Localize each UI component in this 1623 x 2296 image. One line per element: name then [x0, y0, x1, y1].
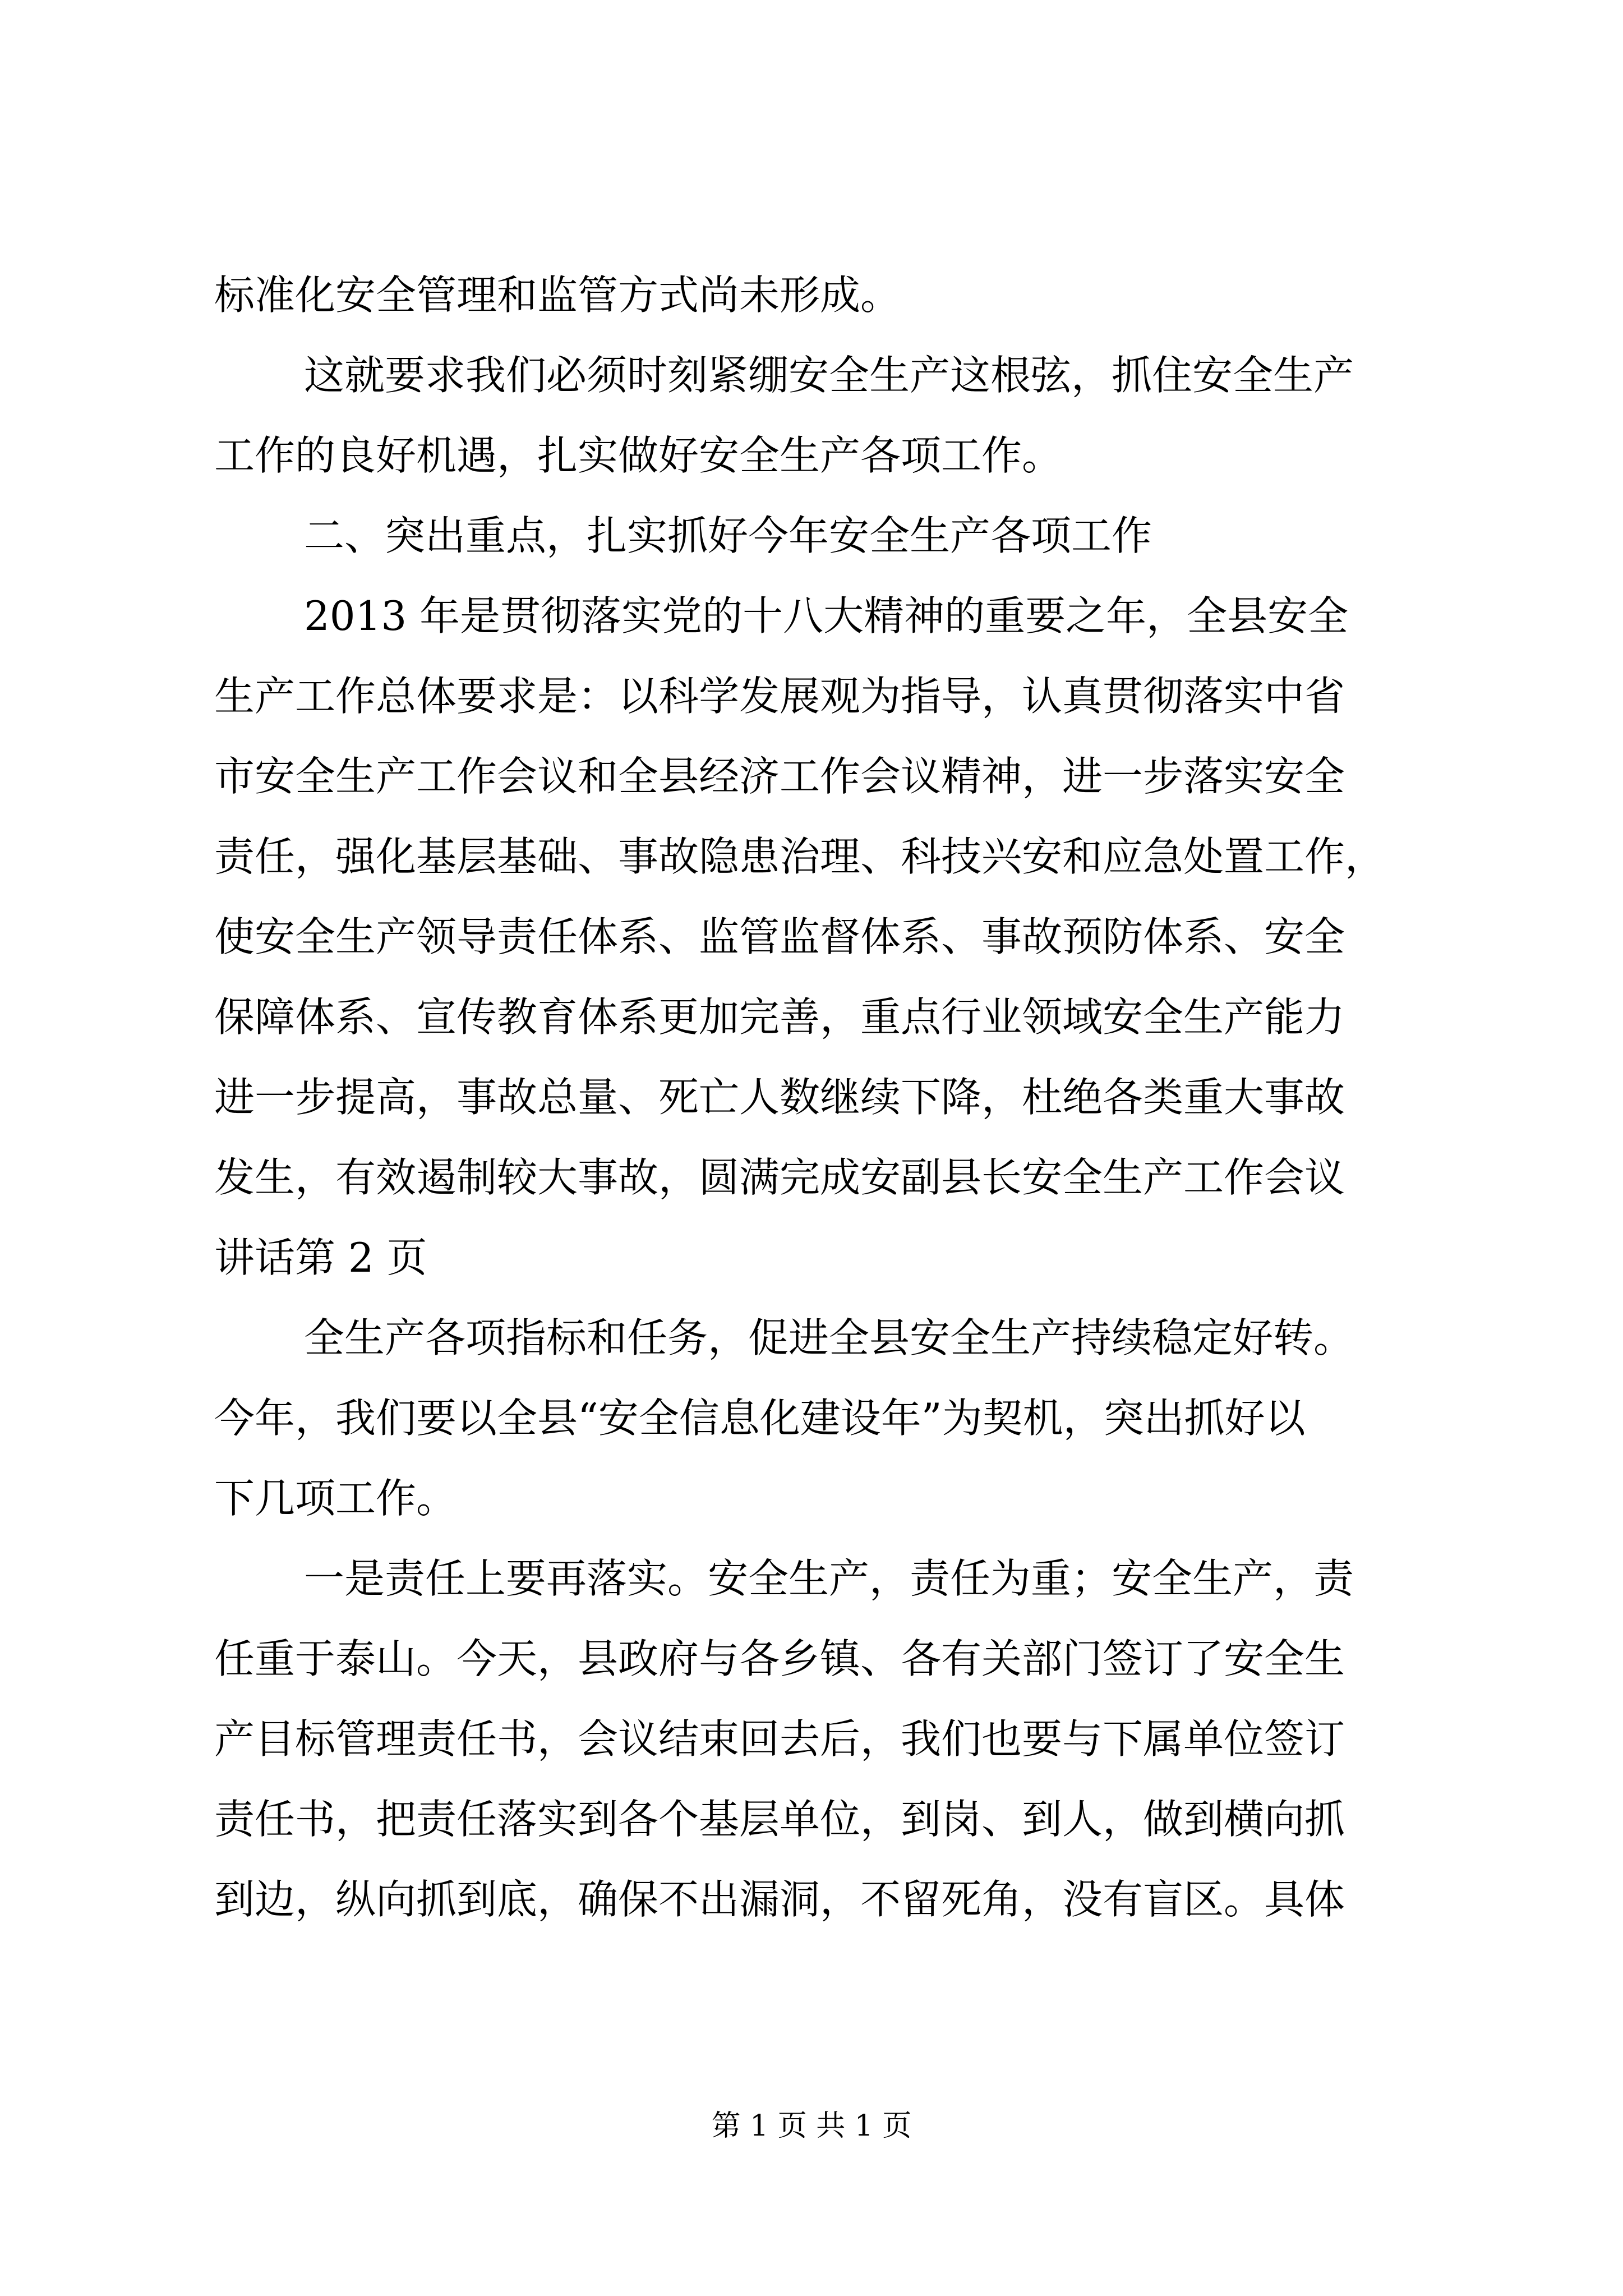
document-body [214, 255, 1420, 1940]
text-line: 任重于泰山。今天，县政府与各乡镇、各有关部门签订了安全生 [214, 1635, 1345, 1682]
text-line: 今年，我们要以全县“安全信息化建设年”为契机，突出抓好以 [214, 1395, 1306, 1442]
text-line: 发生，有效遏制较大事故，圆满完成安副县长安全生产工作会议 [214, 1154, 1345, 1201]
text-line: 2013 年是贯彻落实党的十八大精神的重要之年，全县安全 [304, 592, 1349, 639]
text-line: 讲话第 2 页 [214, 1234, 427, 1281]
text-line: 二、突出重点，扎实抓好今年安全生产各项工作 [304, 512, 1152, 559]
text-line: 生产工作总体要求是：以科学发展观为指导，认真贯彻落实中省 [214, 673, 1345, 720]
text-line: 进一步提高，事故总量、死亡人数继续下降，杜绝各类重大事故 [214, 1074, 1345, 1121]
text-line: 下几项工作。 [214, 1475, 457, 1522]
text-line: 使安全生产领导责任体系、监管监督体系、事故预防体系、安全 [214, 913, 1345, 960]
text-line: 市安全生产工作会议和全县经济工作会议精神，进一步落实安全 [214, 753, 1345, 800]
page-footer: 第 1 页 共 1 页 [711, 2109, 912, 2143]
text-line: 工作的良好机遇，扎实做好安全生产各项工作。 [214, 432, 1063, 479]
text-line: 一是责任上要再落实。安全生产，责任为重；安全生产，责 [304, 1555, 1354, 1602]
text-line: 这就要求我们必须时刻紧绷安全生产这根弦，抓住安全生产 [304, 352, 1354, 399]
text-line: 保障体系、宣传教育体系更加完善，重点行业领域安全生产能力 [214, 993, 1345, 1041]
text-line: 标准化安全管理和监管方式尚未形成。 [214, 272, 901, 319]
text-line: 责任，强化基层基础、事故隐患治理、科技兴安和应急处置工作， [214, 833, 1386, 880]
text-line: 责任书，把责任落实到各个基层单位，到岗、到人，做到横向抓 [214, 1796, 1345, 1843]
text-line: 全生产各项指标和任务，促进全县安全生产持续稳定好转。 [304, 1314, 1354, 1361]
text-line: 产目标管理责任书，会议结束回去后，我们也要与下属单位签订 [214, 1715, 1345, 1763]
text-line: 到边，纵向抓到底，确保不出漏洞，不留死角，没有盲区。具体 [214, 1876, 1345, 1923]
